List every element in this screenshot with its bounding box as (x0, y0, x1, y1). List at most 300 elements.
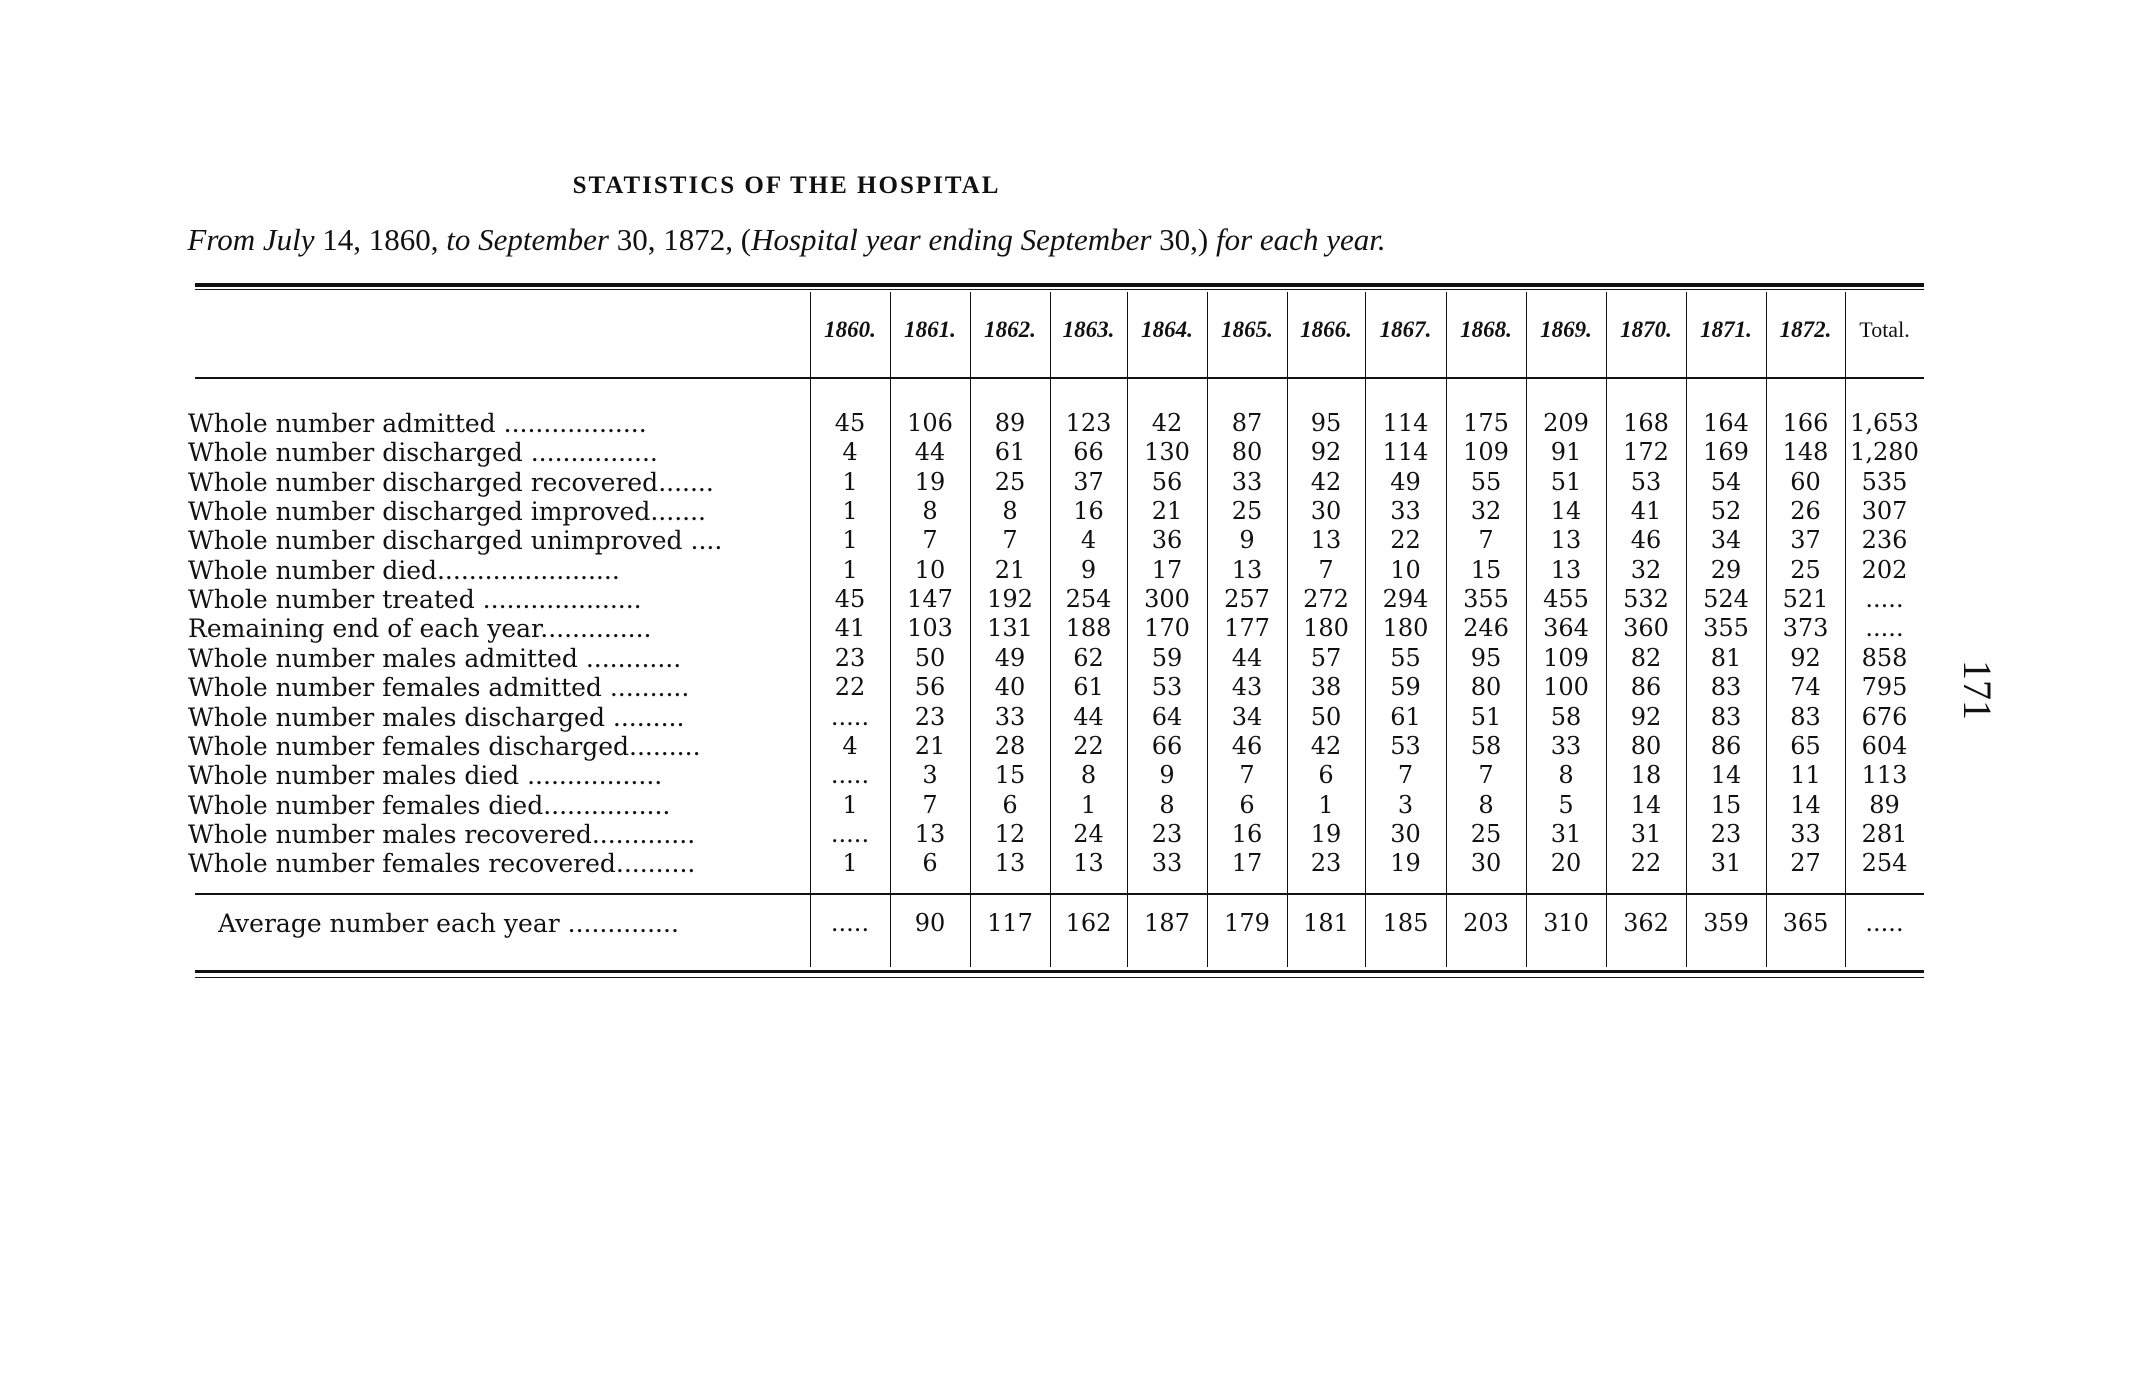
table-cell: 6 (1318, 761, 1334, 789)
table-cell: 1 (842, 468, 858, 496)
table-row (0, 820, 2129, 849)
table-cell: 179 (1224, 909, 1270, 937)
table-cell: 44 (1231, 644, 1263, 672)
table-cell: 54 (1710, 468, 1742, 496)
table-cell: 355 (1703, 614, 1749, 642)
table-cell: 9 (1159, 761, 1175, 789)
table-cell: 25 (1790, 556, 1821, 584)
table-cell: 45 (834, 409, 866, 437)
table-cell: 109 (1543, 644, 1589, 672)
table-cell: 80 (1470, 673, 1502, 701)
table-cell: 23 (1151, 820, 1183, 848)
table-cell: 1 (1318, 791, 1334, 819)
table-cell: 162 (1065, 909, 1112, 937)
table-row (0, 409, 2129, 438)
table-cell: 25 (1231, 497, 1263, 525)
table-cell: 170 (1144, 614, 1190, 642)
subtitle-date-year-end: 30,) (1159, 222, 1209, 257)
table-row (0, 703, 2129, 732)
table-cell: 166 (1782, 409, 1829, 437)
table-cell: 89 (994, 409, 1026, 437)
table-cell: 11 (1790, 761, 1821, 789)
table-row (0, 791, 2129, 820)
table-cell: 364 (1543, 614, 1589, 642)
table-cell: 8 (1159, 791, 1175, 819)
table-cell: 91 (1550, 438, 1582, 466)
table-cell: 13 (914, 820, 946, 848)
table-cell: 188 (1065, 614, 1112, 642)
table-cell: 30 (1390, 820, 1421, 848)
table-cell: 92 (1790, 644, 1821, 672)
table-cell: 5 (1558, 791, 1574, 819)
row-label: Whole number treated .................... (188, 585, 642, 614)
row-label: Whole number females discharged......... (188, 732, 701, 761)
table-cell: 148 (1782, 438, 1829, 466)
table-cell: 114 (1382, 438, 1429, 466)
table-cell: 113 (1861, 761, 1908, 789)
table-cell: 676 (1861, 703, 1908, 731)
table-cell: 10 (1390, 556, 1421, 584)
table-cell: 6 (1002, 791, 1018, 819)
table-cell: 604 (1861, 732, 1908, 760)
table-cell: 8 (1002, 497, 1018, 525)
table-cell: 13 (1550, 526, 1582, 554)
table-cell: 55 (1470, 468, 1502, 496)
table-cell: 37 (1073, 468, 1104, 496)
table-cell: 10 (914, 556, 946, 584)
table-cell: 355 (1463, 585, 1509, 613)
header-rule (195, 377, 1924, 379)
table-cell: 59 (1151, 644, 1183, 672)
table-cell: 16 (1073, 497, 1104, 525)
table-cell: 45 (834, 585, 866, 613)
row-label: Whole number discharged ................ (188, 438, 658, 467)
column-header: 1872. (1779, 317, 1832, 342)
table-cell: 17 (1151, 556, 1183, 584)
table-cell: 44 (1073, 703, 1104, 731)
table-cell: 43 (1231, 673, 1263, 701)
table-cell: 795 (1861, 673, 1908, 701)
table-cell: 14 (1790, 791, 1821, 819)
table-row (0, 556, 2129, 585)
table-cell: 373 (1782, 614, 1829, 642)
table-cell: ..... (1865, 909, 1904, 937)
table-cell: 294 (1382, 585, 1429, 613)
table-cell: 53 (1390, 732, 1421, 760)
table-cell: 8 (1080, 761, 1097, 789)
table-row (0, 438, 2129, 467)
table-cell: ..... (1865, 614, 1904, 642)
table-cell: 58 (1470, 732, 1502, 760)
row-label: Whole number females died................ (188, 791, 671, 820)
table-cell: 13 (1550, 556, 1582, 584)
table-cell: 1 (842, 526, 858, 554)
table-cell: 24 (1073, 820, 1104, 848)
table-cell: 1,280 (1850, 438, 1919, 466)
row-label: Whole number males discharged ......... (188, 703, 685, 732)
table-cell: 15 (994, 761, 1026, 789)
table-cell: 185 (1382, 909, 1429, 937)
table-cell: 310 (1543, 909, 1589, 937)
table-cell: 33 (1231, 468, 1263, 496)
table-cell: ..... (830, 761, 870, 789)
table-cell: 8 (1478, 791, 1494, 819)
table-cell: 9 (1239, 526, 1255, 554)
table-cell: 254 (1861, 849, 1908, 877)
table-cell: 130 (1144, 438, 1190, 466)
table-cell: 38 (1310, 673, 1342, 701)
table-row (0, 849, 2129, 878)
table-cell: 7 (1397, 761, 1414, 789)
table-cell: 31 (1550, 820, 1582, 848)
table-cell: 29 (1710, 556, 1742, 584)
column-header: 1863. (1062, 317, 1115, 342)
table-cell: 49 (1390, 468, 1421, 496)
row-label: Whole number females admitted .......... (188, 673, 690, 702)
table-cell: 55 (1390, 644, 1421, 672)
table-cell: 3 (1397, 791, 1414, 819)
table-cell: 34 (1710, 526, 1742, 554)
table-cell: 26 (1790, 497, 1821, 525)
table-row (0, 526, 2129, 555)
table-cell: 14 (1550, 497, 1582, 525)
table-cell: 49 (994, 644, 1026, 672)
table-bottom-rule (195, 970, 1924, 973)
table-cell: 100 (1543, 673, 1589, 701)
table-cell: 51 (1550, 468, 1582, 496)
table-cell: 1 (842, 497, 858, 525)
table-cell: 83 (1710, 673, 1742, 701)
table-cell: 524 (1703, 585, 1749, 613)
table-cell: 41 (1630, 497, 1662, 525)
table-cell: 40 (994, 673, 1026, 701)
table-cell: 92 (1310, 438, 1342, 466)
table-top-rule (195, 283, 1924, 287)
table-cell: 90 (914, 909, 946, 937)
table-cell: 7 (922, 526, 938, 554)
table-cell: 14 (1710, 761, 1742, 789)
table-cell: 117 (987, 909, 1033, 937)
table-cell: 42 (1310, 468, 1342, 496)
row-label: Whole number males admitted ............ (188, 644, 682, 673)
table-cell: 95 (1470, 644, 1502, 672)
table-cell: 254 (1065, 585, 1112, 613)
table-cell: 19 (914, 468, 946, 496)
table-cell: 7 (922, 791, 938, 819)
table-cell: 7 (1002, 526, 1018, 554)
table-cell: 30 (1470, 849, 1502, 877)
table-cell: 123 (1065, 409, 1112, 437)
column-header: 1867. (1379, 317, 1432, 342)
table-row (0, 585, 2129, 614)
table-cell: 7 (1478, 761, 1494, 789)
table-row (0, 644, 2129, 673)
subtitle-from: From July (187, 222, 315, 257)
table-cell: 16 (1231, 820, 1263, 848)
table-cell: 13 (1310, 526, 1342, 554)
table-cell: 6 (922, 849, 938, 877)
subtitle-date-end: 30, 1872, ( (616, 222, 752, 257)
table-cell: 1,653 (1850, 409, 1919, 437)
table-cell: 62 (1073, 644, 1104, 672)
table-cell: 181 (1303, 909, 1349, 937)
row-label: Remaining end of each year.............. (188, 614, 652, 643)
table-cell: ..... (830, 703, 870, 731)
column-header: 1869. (1540, 317, 1592, 342)
table-cell: 257 (1224, 585, 1270, 613)
column-header: 1862. (984, 317, 1036, 342)
table-cell: 81 (1710, 644, 1742, 672)
table-cell: 25 (1470, 820, 1502, 848)
table-cell: 20 (1550, 849, 1582, 877)
table-cell: 83 (1790, 703, 1821, 731)
table-cell: 175 (1463, 409, 1509, 437)
table-cell: 36 (1151, 526, 1183, 554)
column-header: 1865. (1221, 317, 1273, 342)
subtitle-date-start: 14, 1860, (322, 222, 439, 257)
row-label: Whole number discharged recovered....... (188, 468, 714, 497)
table-cell: 22 (834, 673, 866, 701)
table-cell: 92 (1630, 703, 1662, 731)
table-cell: 31 (1630, 820, 1662, 848)
subtitle-each-year: for each year. (1216, 222, 1386, 257)
table-cell: 360 (1623, 614, 1669, 642)
table-cell: 172 (1623, 438, 1669, 466)
table-cell: 858 (1861, 644, 1908, 672)
table-cell: 33 (1790, 820, 1821, 848)
table-row (0, 909, 2129, 938)
table-cell: 46 (1630, 526, 1662, 554)
table-cell: 359 (1703, 909, 1749, 937)
table-top-rule-thin (195, 289, 1924, 290)
table-cell: 365 (1782, 909, 1829, 937)
table-cell: 15 (1710, 791, 1742, 819)
table-cell: 7 (1478, 526, 1494, 554)
table-cell: 89 (1869, 791, 1900, 819)
table-cell: 23 (1710, 820, 1742, 848)
table-cell: 202 (1861, 556, 1908, 584)
table-cell: 65 (1790, 732, 1821, 760)
table-cell: 169 (1703, 438, 1749, 466)
table-cell: 33 (994, 703, 1026, 731)
table-cell: 532 (1623, 585, 1669, 613)
table-cell: 177 (1224, 614, 1270, 642)
row-label: Whole number males died ................. (188, 761, 663, 790)
table-cell: 455 (1543, 585, 1589, 613)
table-cell: 22 (1073, 732, 1104, 760)
table-cell: 7 (1318, 556, 1334, 584)
table-cell: 109 (1463, 438, 1509, 466)
table-cell: 131 (987, 614, 1033, 642)
table-cell: 61 (994, 438, 1026, 466)
table-cell: 4 (842, 438, 858, 466)
table-row (0, 497, 2129, 526)
table-cell: 86 (1630, 673, 1662, 701)
table-cell: 32 (1470, 497, 1502, 525)
table-cell: 86 (1710, 732, 1742, 760)
page-subtitle (0, 222, 1573, 258)
table-cell: 13 (994, 849, 1026, 877)
column-header: 1866. (1300, 317, 1352, 342)
table-cell: 59 (1390, 673, 1421, 701)
table-cell: 95 (1310, 409, 1342, 437)
row-label: Whole number males recovered............. (188, 820, 696, 849)
row-label: Average number each year .............. (218, 909, 679, 938)
table-cell: 33 (1151, 849, 1183, 877)
table-cell: 80 (1231, 438, 1263, 466)
table-cell: 82 (1630, 644, 1662, 672)
table-cell: 1 (842, 791, 858, 819)
table-cell: 83 (1710, 703, 1742, 731)
table-cell: 12 (994, 820, 1026, 848)
table-cell: 7 (1239, 761, 1255, 789)
table-cell: 41 (834, 614, 866, 642)
table-cell: 18 (1630, 761, 1662, 789)
table-cell: 281 (1861, 820, 1908, 848)
table-cell: 22 (1630, 849, 1662, 877)
table-cell: 6 (1239, 791, 1255, 819)
table-cell: 80 (1630, 732, 1662, 760)
table-cell: ..... (1865, 585, 1904, 613)
table-cell: 19 (1310, 820, 1342, 848)
page-title: STATISTICS OF THE HOSPITAL (572, 172, 1001, 199)
row-label: Whole number females recovered.......... (188, 849, 696, 878)
column-header: 1864. (1141, 317, 1193, 342)
table-cell: 521 (1782, 585, 1829, 613)
table-cell: 300 (1144, 585, 1190, 613)
table-cell: 1 (842, 849, 858, 877)
table-cell: 9 (1080, 556, 1097, 584)
table-cell: 168 (1623, 409, 1669, 437)
table-cell: 50 (914, 644, 946, 672)
table-cell: 37 (1790, 526, 1821, 554)
table-cell: ..... (830, 909, 870, 937)
table-cell: 66 (1073, 438, 1104, 466)
table-cell: 147 (907, 585, 953, 613)
table-cell: 21 (994, 556, 1026, 584)
table-cell: 307 (1861, 497, 1908, 525)
table-cell: 1 (842, 556, 858, 584)
table-cell: 61 (1073, 673, 1104, 701)
table-cell: 33 (1550, 732, 1582, 760)
table-cell: 15 (1470, 556, 1502, 584)
table-cell: 362 (1623, 909, 1669, 937)
table-cell: 114 (1382, 409, 1429, 437)
table-cell: 209 (1543, 409, 1589, 437)
table-cell: 21 (914, 732, 946, 760)
average-rule (195, 893, 1924, 895)
table-cell: 30 (1310, 497, 1342, 525)
column-header: 1868. (1460, 317, 1512, 342)
row-label: Whole number died....................... (188, 556, 620, 585)
table-cell: 14 (1630, 791, 1662, 819)
table-cell: 87 (1231, 409, 1263, 437)
table-cell: 180 (1382, 614, 1429, 642)
table-cell: 236 (1861, 526, 1908, 554)
table-cell: 23 (914, 703, 946, 731)
table-cell: 57 (1310, 644, 1342, 672)
table-cell: 53 (1151, 673, 1183, 701)
table-cell: 50 (1310, 703, 1342, 731)
table-cell: 3 (922, 761, 938, 789)
row-label: Whole number discharged improved....... (188, 497, 706, 526)
table-cell: 203 (1463, 909, 1509, 937)
table-cell: 74 (1790, 673, 1821, 701)
table-row (0, 468, 2129, 497)
table-cell: 103 (907, 614, 953, 642)
table-cell: 56 (1151, 468, 1183, 496)
table-cell: 32 (1630, 556, 1662, 584)
table-cell: 31 (1710, 849, 1742, 877)
table-cell: 61 (1390, 703, 1421, 731)
column-header: 1870. (1620, 317, 1672, 342)
table-cell: 46 (1231, 732, 1263, 760)
table-cell: 33 (1390, 497, 1421, 525)
table-cell: 25 (994, 468, 1026, 496)
table-cell: 192 (987, 585, 1033, 613)
table-cell: 42 (1151, 409, 1183, 437)
table-cell: 53 (1630, 468, 1662, 496)
table-row (0, 761, 2129, 790)
table-cell: 180 (1303, 614, 1349, 642)
table-cell: 52 (1710, 497, 1742, 525)
table-cell: 44 (914, 438, 946, 466)
table-cell: 23 (834, 644, 866, 672)
row-label: Whole number discharged unimproved .... (188, 526, 723, 555)
table-cell: 164 (1703, 409, 1749, 437)
table-cell: 58 (1550, 703, 1582, 731)
table-cell: 17 (1231, 849, 1263, 877)
subtitle-hospital-year: Hospital year ending September (751, 222, 1152, 257)
table-cell: 106 (907, 409, 953, 437)
row-label: Whole number admitted .................. (188, 409, 647, 438)
table-cell: 42 (1310, 732, 1342, 760)
table-cell: 246 (1463, 614, 1509, 642)
table-bottom-rule-thin (195, 977, 1924, 978)
table-cell: 1 (1080, 791, 1097, 819)
column-header: 1860. (824, 317, 876, 342)
table-cell: 13 (1073, 849, 1104, 877)
table-cell: 4 (1080, 526, 1097, 554)
table-cell: 187 (1144, 909, 1190, 937)
table-row (0, 614, 2129, 643)
table-cell: 66 (1151, 732, 1183, 760)
table-row (0, 673, 2129, 702)
column-header: 1861. (904, 317, 956, 342)
page-number: 171 (1955, 660, 2000, 720)
table-cell: 22 (1390, 526, 1421, 554)
table-cell: 272 (1303, 585, 1349, 613)
table-cell: 64 (1151, 703, 1183, 731)
table-cell: 8 (1558, 761, 1574, 789)
table-cell: 19 (1390, 849, 1421, 877)
table-cell: 21 (1151, 497, 1183, 525)
table-cell: 535 (1861, 468, 1908, 496)
table-cell: 4 (842, 732, 858, 760)
table-cell: 8 (922, 497, 938, 525)
table-cell: 60 (1790, 468, 1821, 496)
table-cell: 27 (1790, 849, 1821, 877)
table-cell: 23 (1310, 849, 1342, 877)
table-cell: 51 (1470, 703, 1502, 731)
table-cell: 13 (1231, 556, 1263, 584)
table-cell: ..... (830, 820, 870, 848)
table-cell: 56 (914, 673, 946, 701)
table-cell: 34 (1231, 703, 1263, 731)
column-header: Total. (1859, 317, 1910, 342)
table-row (0, 732, 2129, 761)
table-cell: 28 (994, 732, 1026, 760)
